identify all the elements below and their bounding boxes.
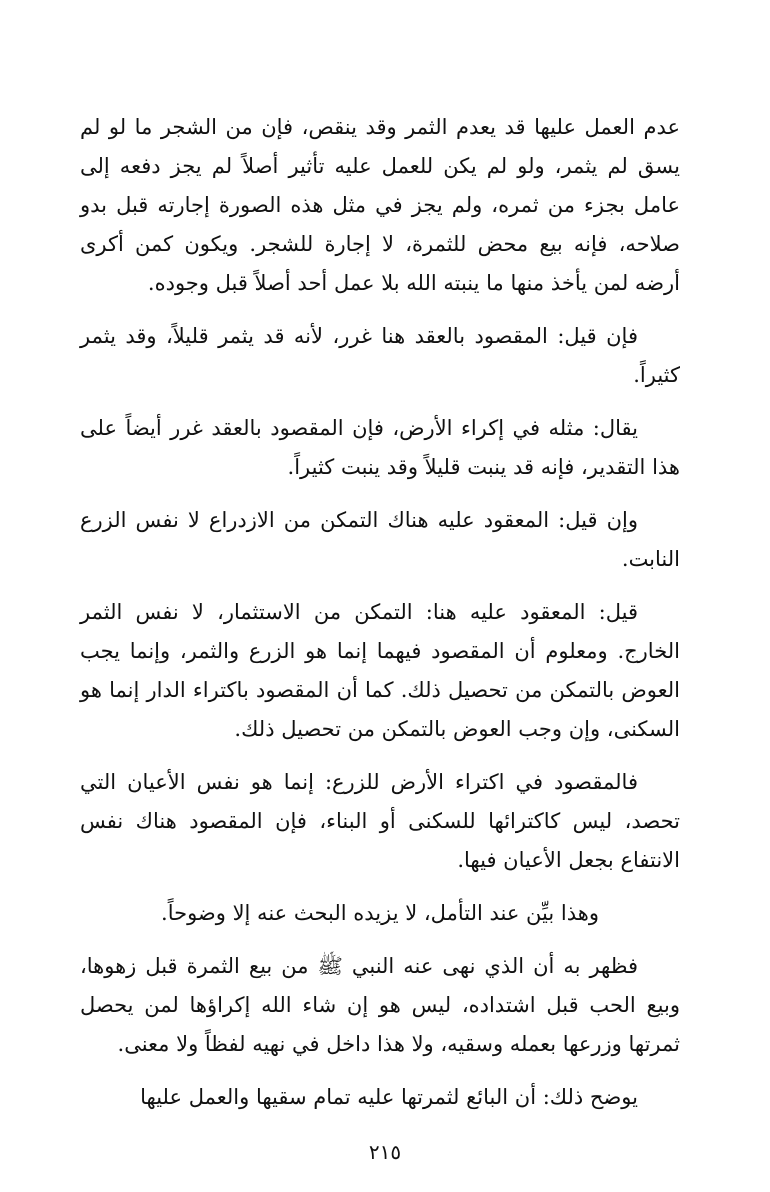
paragraph-5: قيل: المعقود عليه هنا: التمكن من الاستثمار، لا نفس الثمر الخارج. ومعلوم أن المقصود فيهما إنما هو الزرع والثمر، وإنما يجب العوض بالتمكن من تحصيل ذلك. كما أن المقصود باكتراء الدار إنما هو السكنى، وإن وجب العوض بالتمكن من تحصيل ذلك. — [80, 600, 680, 741]
paragraph-7: وهذا بيِّن عند التأمل، لا يزيده البحث عنه إلا وضوحاً. — [161, 901, 599, 925]
paragraph-8: فظهر به أن الذي نهى عنه النبي ﷺ من بيع الثمرة قبل زهوها، وبيع الحب قبل اشتداده، ليس هو إن شاء الله إكراؤها لمن يحصل ثمرتها وزرعها بعمله وسقيه، ولا هذا داخل في نهيه لفظاً ولا معنى. — [80, 954, 680, 1056]
paragraph-1: عدم العمل عليها قد يعدم الثمر وقد ينقص، فإن من الشجر ما لو لم يسق لم يثمر، ولو لم يكن للعمل عليه تأثير أصلاً لم يجز دفعه إلى عامل بجزء من ثمره، ولم يجز في مثل هذه الصورة إجارته قبل بدو صلاحه، فإنه بيع محض للثمرة، لا إجارة للشجر. ويكون كمن أكرى أرضه لمن يأخذ منها ما ينبته الله بلا عمل أحد أصلاً قبل وجوده. — [80, 115, 680, 295]
paragraph-3: يقال: مثله في إكراء الأرض، فإن المقصود بالعقد غرر أيضاً على هذا التقدير، فإنه قد ينبت قليلاً وقد ينبت كثيراً. — [80, 416, 680, 479]
paragraph-9: يوضح ذلك: أن البائع لثمرتها عليه تمام سقيها والعمل عليها — [140, 1085, 638, 1109]
page-text-body — [80, 108, 680, 1117]
paragraph-2: فإن قيل: المقصود بالعقد هنا غرر، لأنه قد يثمر قليلاً، وقد يثمر كثيراً. — [80, 324, 680, 387]
paragraph-6: فالمقصود في اكتراء الأرض للزرع: إنما هو نفس الأعيان التي تحصد، ليس كاكترائها للسكنى أو البناء، فإن المقصود هناك نفس الانتفاع بجعل الأعيان فيها. — [80, 770, 680, 872]
paragraph-4: وإن قيل: المعقود عليه هناك التمكن من الازدراع لا نفس الزرع النابت. — [80, 508, 680, 571]
page-number: ٢١٥ — [368, 1140, 402, 1164]
